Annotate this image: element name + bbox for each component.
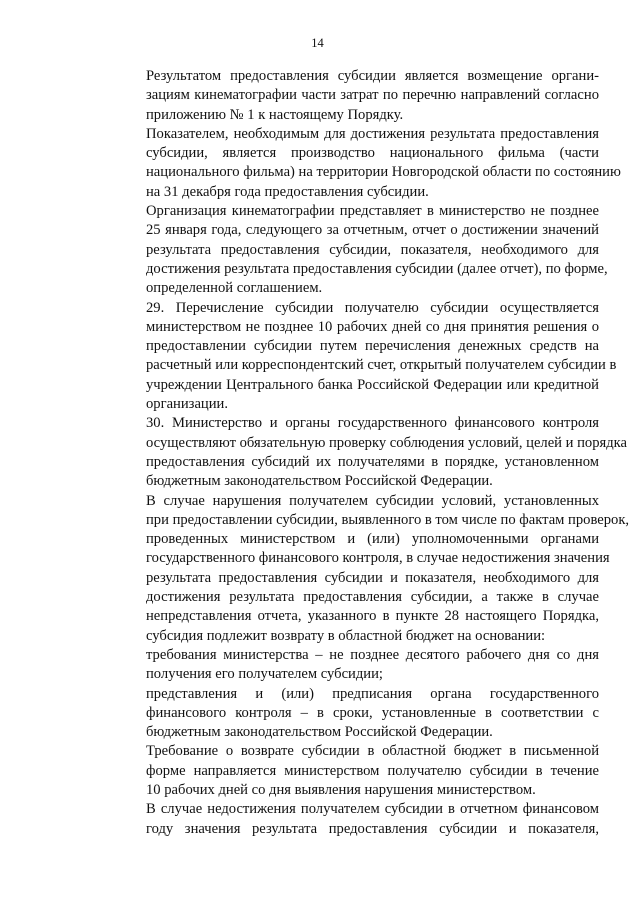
text-line: требования министерства – не позднее десятого рабочего дня со дня xyxy=(146,646,599,663)
text-line: 29. Перечисление субсидии получателю субсидии осуществляется xyxy=(146,299,599,316)
text-line: субсидия подлежит возврату в областной бюджет на основании: xyxy=(146,627,546,644)
text-line: 25 января года, следующего за отчетным, отчет о достижении значений xyxy=(146,222,599,239)
text-line: Требование о возврате субсидии в областной бюджет в письменной xyxy=(146,743,599,760)
paragraph xyxy=(107,414,627,491)
text-line: национального фильма) на территории Новгородской области по состоянию xyxy=(146,164,621,181)
text-line: В случае недостижения получателем субсидии в отчетном финансовом xyxy=(146,801,599,818)
text-line: приложению № 1 к настоящему Порядку. xyxy=(146,106,404,123)
text-line: определенной соглашением. xyxy=(146,280,323,297)
paragraph xyxy=(107,125,621,202)
text-line: 10 рабочих дней со дня выявления нарушения министерством. xyxy=(146,781,536,798)
text-line: бюджетным законодательством Российской Федерации. xyxy=(146,724,493,741)
text-line: министерством не позднее 10 рабочих дней со дня принятия решения о xyxy=(146,318,599,335)
text-line: году значения результата предоставления субсидии и показателя, xyxy=(146,820,599,837)
paragraph xyxy=(107,202,608,298)
paragraph xyxy=(107,646,599,685)
text-line: достижения результата предоставления субсидии, а также в случае xyxy=(146,589,599,606)
text-line: при предоставлении субсидии, выявленного в том числе по фактам проверок, xyxy=(146,511,630,528)
text-line: предоставления субсидий их получателями в порядке, установленном xyxy=(146,453,599,470)
text-line: государственного финансового контроля, в случае недостижения значения xyxy=(146,550,610,567)
text-line: достижения результата предоставления субсидии (далее отчет), по форме, xyxy=(146,260,608,277)
paragraph xyxy=(107,800,599,839)
text-line: расчетный или корреспондентский счет, открытый получателем субсидии в xyxy=(146,357,617,374)
text-line: В случае нарушения получателем субсидии условий, установленных xyxy=(146,492,599,509)
text-line: получения его получателем субсидии; xyxy=(146,666,383,683)
paragraph xyxy=(107,492,630,646)
text-line: субсидии, является производство национального фильма (части xyxy=(146,145,599,162)
text-line: бюджетным законодательством Российской Федерации. xyxy=(146,473,493,490)
text-line: 30. Министерство и органы государственного финансового контроля xyxy=(146,415,599,432)
text-line: форме направляется министерством получателю субсидии в течение xyxy=(146,762,599,779)
text-line: учреждении Центрального банка Российской Федерации или кредитной xyxy=(146,376,599,393)
text-line: предоставлении субсидии путем перечисления денежных средств на xyxy=(146,338,599,355)
text-line: результата предоставления субсидии и показателя, необходимого для xyxy=(146,569,599,586)
text-line: проведенных министерством и (или) уполномоченными органами xyxy=(146,531,599,548)
paragraph xyxy=(107,685,599,743)
document-body xyxy=(107,67,630,839)
text-line: осуществляют обязательную проверку соблюдения условий, целей и порядка xyxy=(146,434,627,451)
text-line: результата предоставления субсидии, показателя, необходимого для xyxy=(146,241,599,258)
text-line: на 31 декабря года предоставления субсидии. xyxy=(146,183,429,200)
paragraph xyxy=(107,299,617,415)
text-line: непредставления отчета, указанного в пункте 28 настоящего Порядка, xyxy=(146,608,599,625)
text-line: зациям кинематографии части затрат по перечню направлений согласно xyxy=(146,87,599,104)
text-line: Результатом предоставления субсидии является возмещение органи- xyxy=(146,68,599,84)
page-number: 14 xyxy=(311,36,324,50)
text-line: организации. xyxy=(146,396,228,413)
paragraph xyxy=(107,742,599,800)
text-line: финансового контроля – в сроки, установленные в соответствии с xyxy=(146,704,599,721)
text-line: представления и (или) предписания органа государственного xyxy=(146,685,599,702)
text-line: Организация кинематографии представляет в министерство не позднее xyxy=(146,203,599,220)
text-line: Показателем, необходимым для достижения результата предоставления xyxy=(146,125,599,142)
paragraph xyxy=(107,67,599,125)
